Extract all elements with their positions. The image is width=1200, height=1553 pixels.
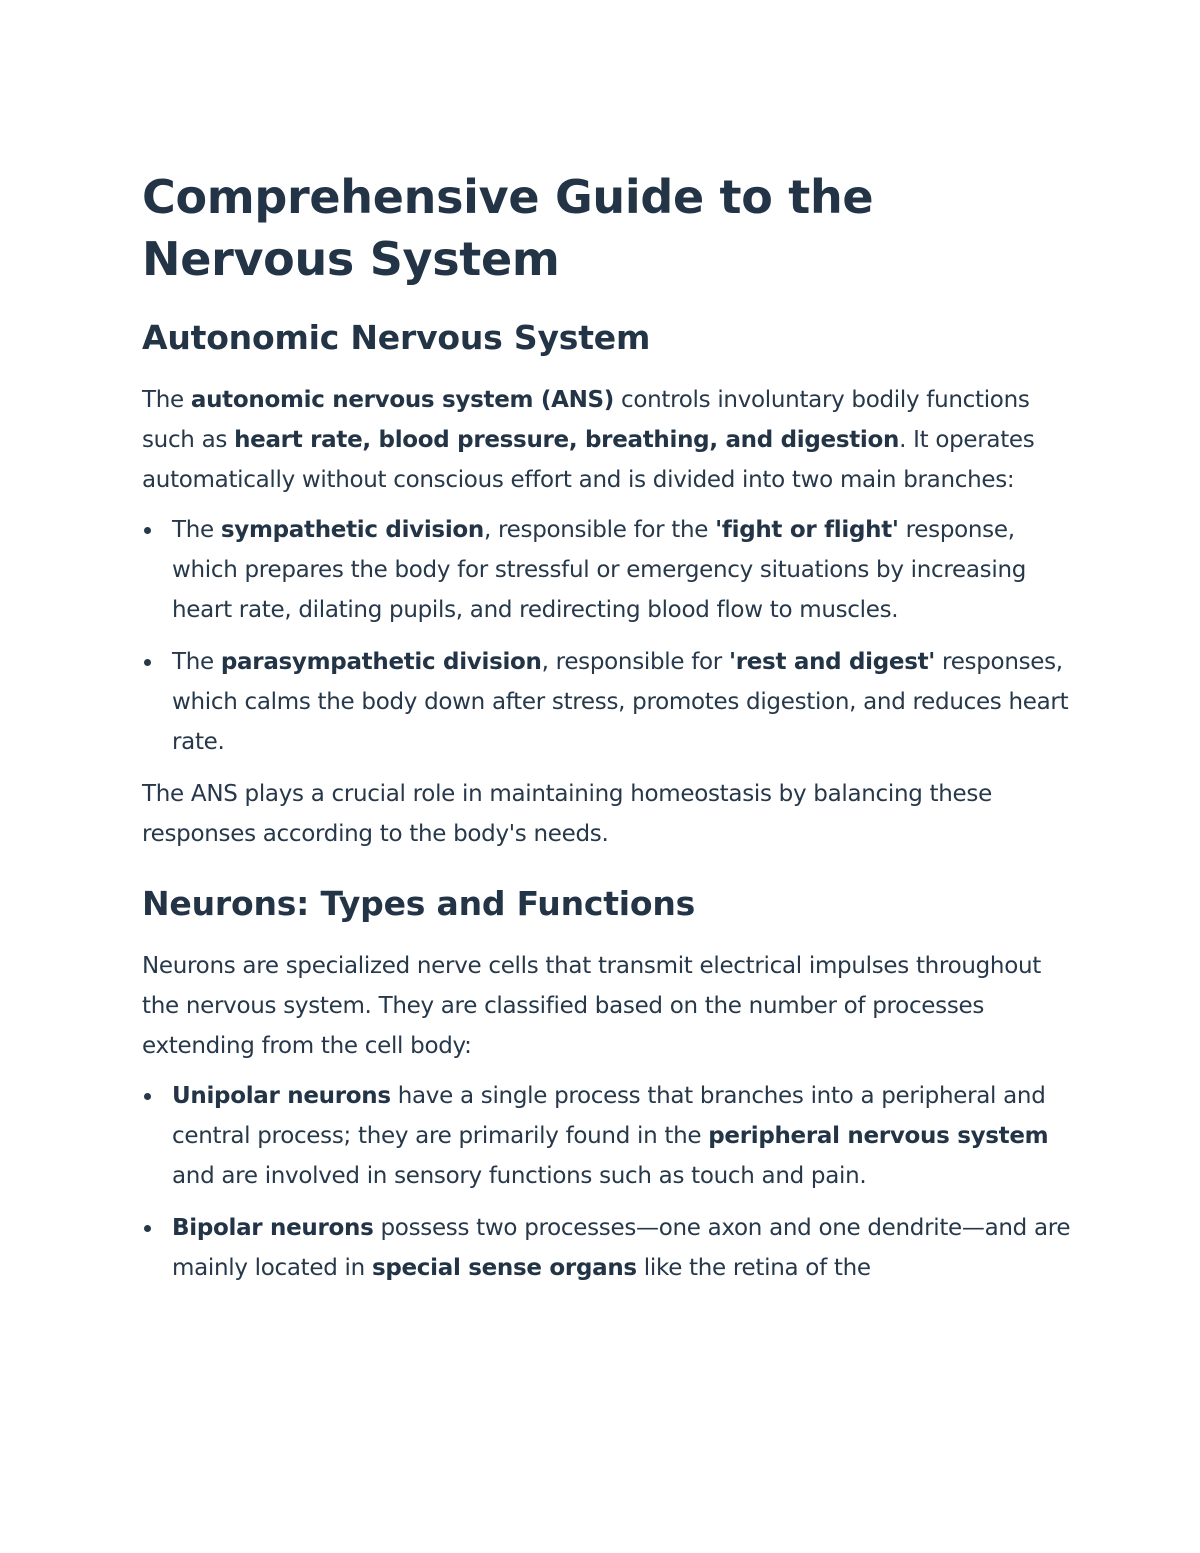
paragraph-intro: [142, 380, 1072, 500]
bold-term: parasympathetic division: [220, 649, 542, 675]
text-run: The: [142, 387, 191, 413]
text-run: , responsible for: [541, 649, 729, 675]
text-run: possess two processes—one axon and one dendrite—and are mainly located in: [172, 1215, 1071, 1281]
bullet-list: [142, 1076, 1072, 1288]
bold-term: Unipolar neurons: [172, 1083, 391, 1109]
text-run: . It operates automatically without conscious effort and is divided into two main branches:: [142, 427, 1035, 493]
bullet-dot-icon: [144, 659, 151, 666]
list-item: [142, 1208, 1072, 1288]
bullet-list: [142, 510, 1072, 762]
bullet-dot-icon: [144, 1093, 151, 1100]
text-run: like the retina of the: [636, 1255, 871, 1281]
bold-term: 'fight or flight': [715, 517, 899, 543]
list-item: [142, 510, 1072, 630]
section-neurons: [142, 882, 1072, 1288]
text-run: responses, which calms the body down after stress, promotes digestion, and reduces heart rate.: [172, 649, 1069, 755]
section-heading: Autonomic Nervous System: [142, 318, 651, 357]
document-page: [142, 166, 1072, 1300]
text-run: The: [172, 649, 221, 675]
bullet-dot-icon: [144, 527, 151, 534]
bold-term: peripheral nervous system: [708, 1123, 1049, 1149]
text-run: and are involved in sensory functions such as touch and pain.: [172, 1163, 867, 1189]
bold-term: 'rest and digest': [728, 649, 936, 675]
text-run: response, which prepares the body for stressful or emergency situations by increasing heart rate, dilating pupils, and redirecting blood flow to muscles.: [172, 517, 1027, 623]
paragraph-closing: The ANS plays a crucial role in maintaining homeostasis by balancing these responses according to the body's needs.: [142, 781, 992, 847]
list-item: [142, 642, 1072, 762]
section-heading: Neurons: Types and Functions: [142, 884, 696, 923]
text-run: , responsible for the: [483, 517, 716, 543]
bold-term: sympathetic division: [220, 517, 484, 543]
text-run: have a single process that branches into a peripheral and central process; they are primarily found in the: [172, 1083, 1046, 1149]
bold-term: Bipolar neurons: [172, 1215, 374, 1241]
bold-term: autonomic nervous system (ANS): [190, 387, 615, 413]
bold-term: special sense organs: [371, 1255, 637, 1281]
bullet-dot-icon: [144, 1225, 151, 1232]
list-item: [142, 1076, 1072, 1196]
section-autonomic: [142, 316, 1072, 854]
paragraph-intro: Neurons are specialized nerve cells that transmit electrical impulses throughout the nervous system. They are classified based on the number of processes extending from the cell body:: [142, 953, 1041, 1059]
bold-term: heart rate, blood pressure, breathing, and digestion: [234, 427, 900, 453]
text-run: controls involuntary bodily functions such as: [142, 387, 1030, 453]
document-title: Comprehensive Guide to the Nervous System: [142, 170, 874, 286]
text-run: The: [172, 517, 221, 543]
